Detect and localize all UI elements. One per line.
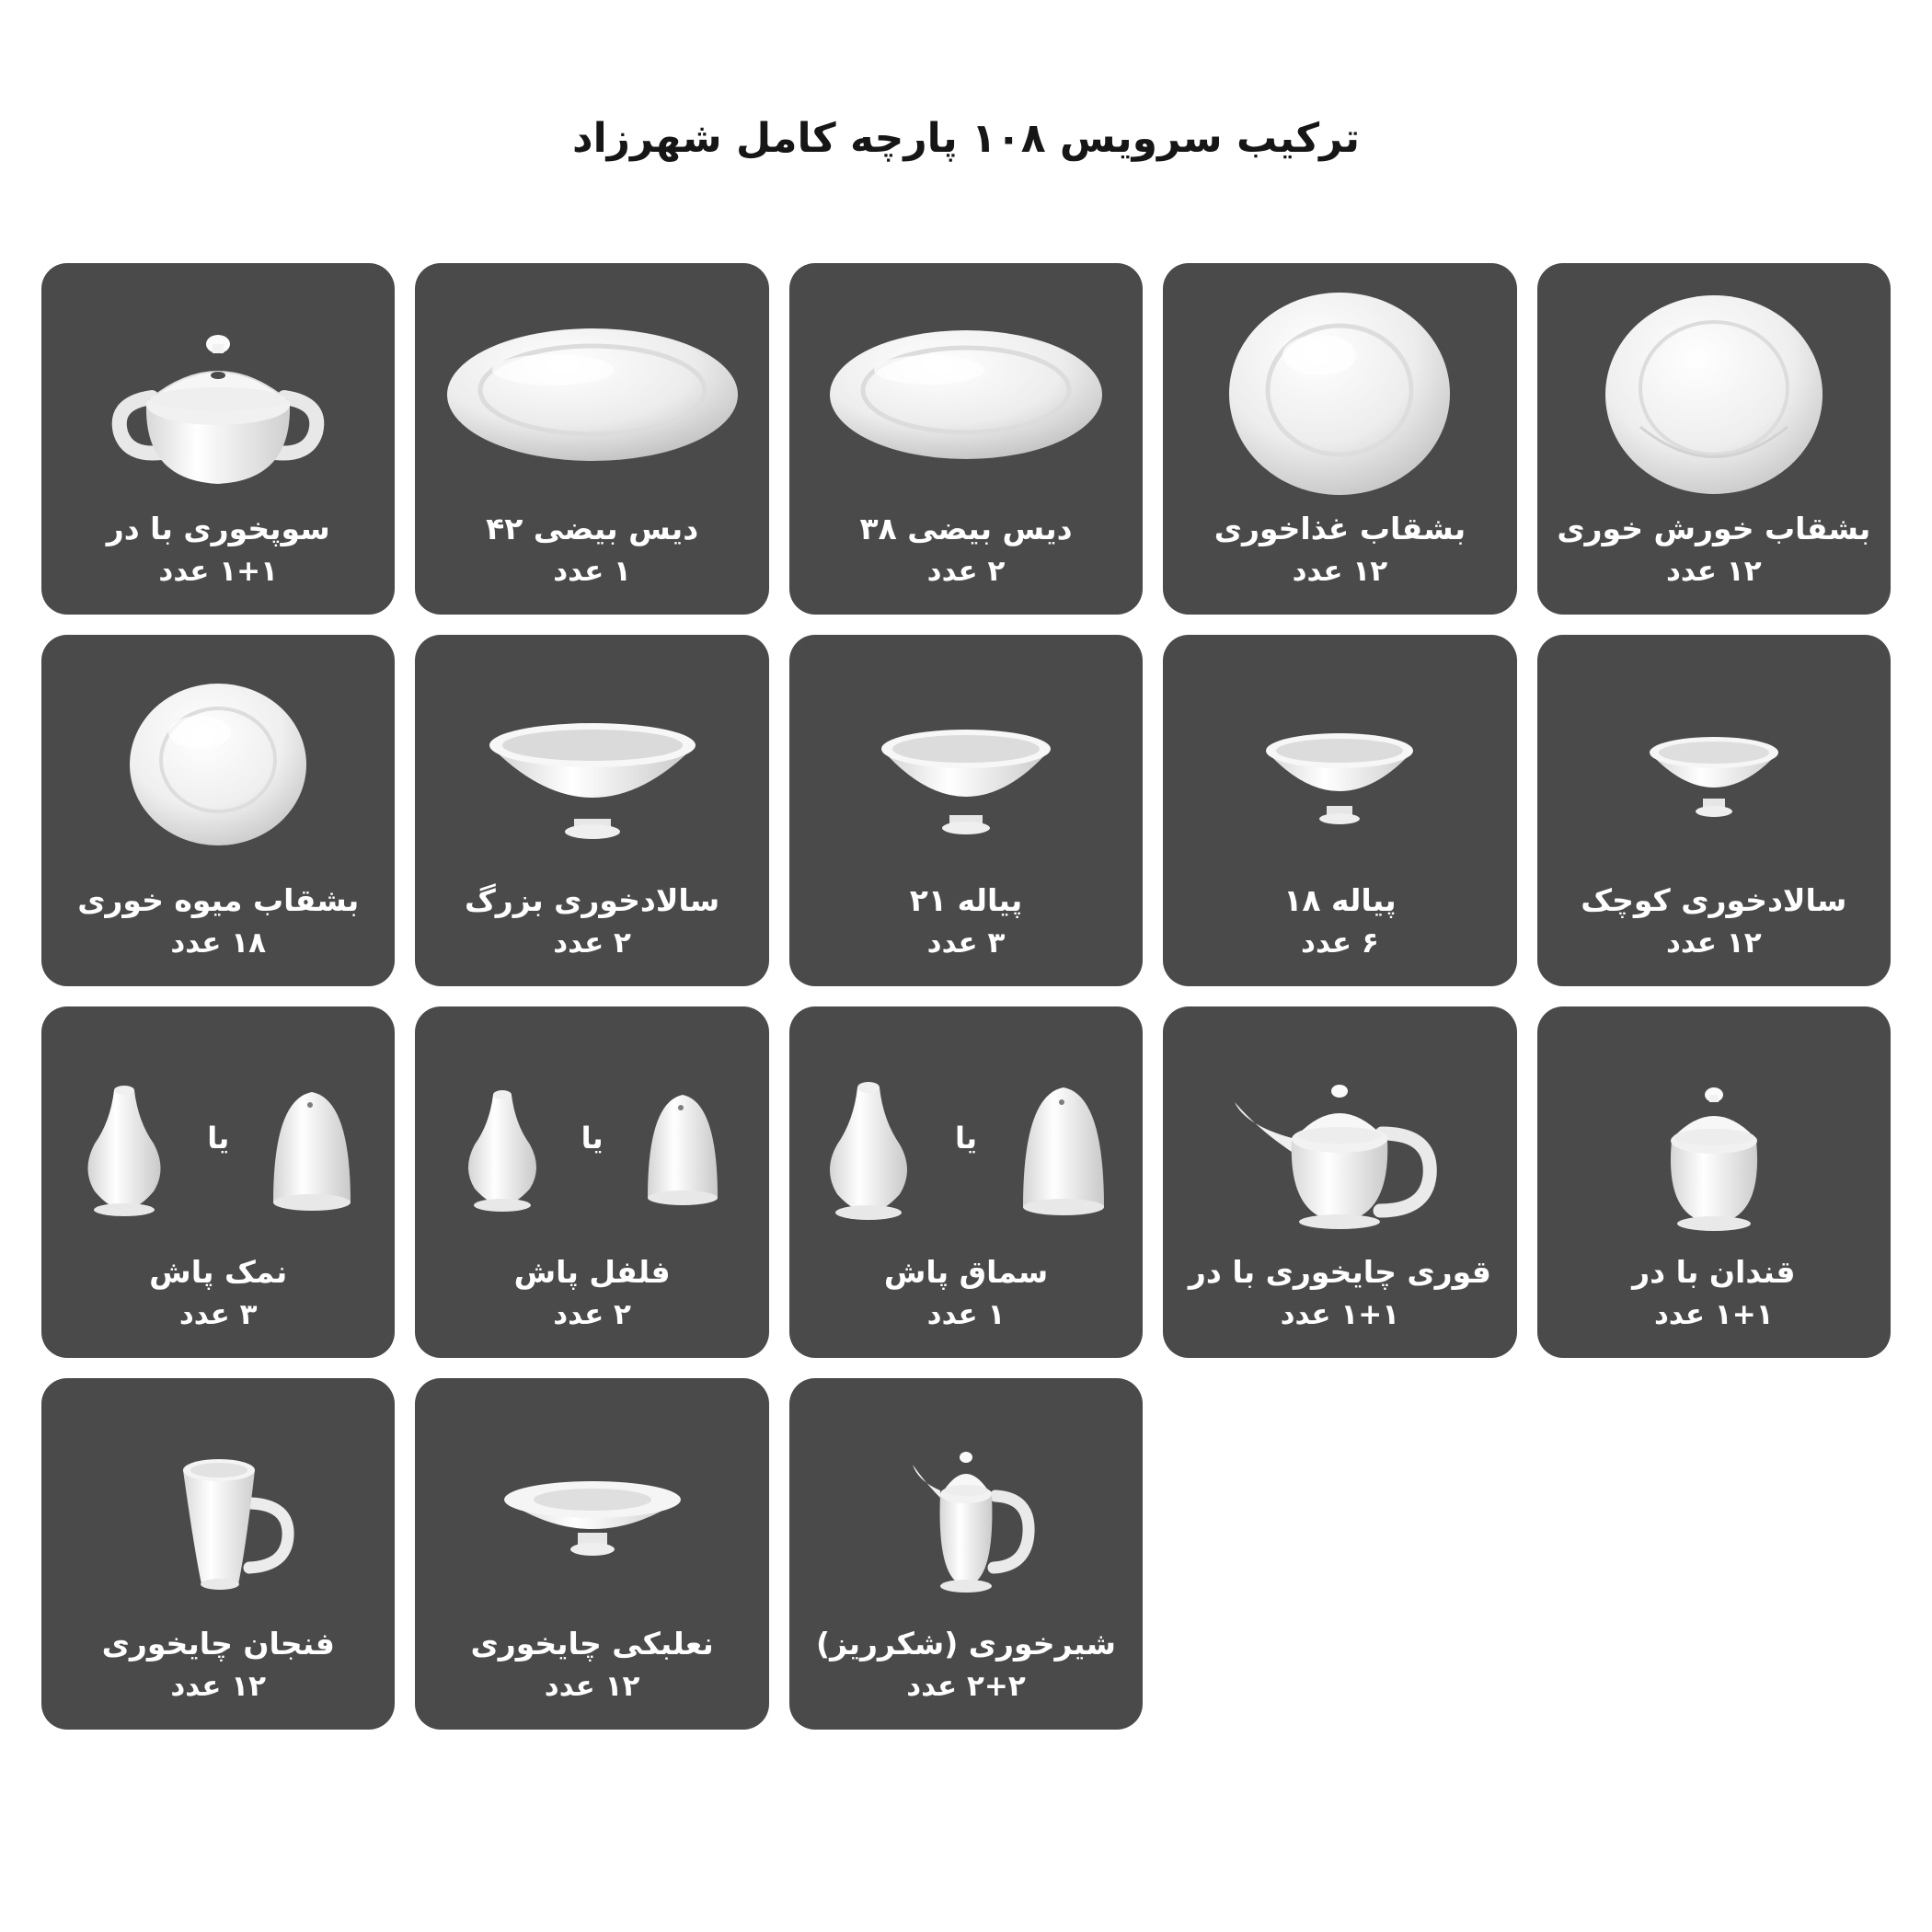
item-label: شیرخوری (شکرریز) (816, 1626, 1116, 1662)
or-label: یا (955, 1121, 978, 1156)
shaker-gourd-icon (813, 1051, 924, 1225)
item-label: نمک پاش (149, 1254, 288, 1290)
item-count: ۱۲ عدد (1665, 555, 1762, 589)
grid-spacer (1537, 1378, 1891, 1730)
item-count: ۱+۱ عدد (158, 555, 279, 589)
item-card-oval-platter-38[interactable] (789, 263, 1143, 615)
item-label: بشقاب میوه خوری (77, 882, 360, 918)
sugar-bowl-icon (1550, 1023, 1878, 1253)
item-label: نعلبکی چایخوری (470, 1626, 714, 1662)
item-count: ۱۲ عدد (170, 1670, 267, 1704)
item-card-bowl-21[interactable] (789, 635, 1143, 986)
shaker-dome-icon (260, 1055, 363, 1221)
item-card-bowl-18[interactable] (1163, 635, 1516, 986)
item-count: ۱۸ عدد (170, 926, 267, 960)
item-label: سالادخوری کوچک (1581, 882, 1847, 918)
item-card-tea-saucer[interactable] (415, 1378, 768, 1730)
item-count: ۱ عدد (926, 1298, 1006, 1332)
item-label: فنجان چایخوری (101, 1626, 335, 1662)
page-title: ترکیب سرویس ۱۰۸ پارچه کامل شهرزاد (572, 115, 1360, 162)
item-count: ۲ عدد (553, 926, 631, 960)
or-label: یا (581, 1121, 604, 1156)
item-card-pepper-shaker-pair[interactable] (415, 1006, 768, 1358)
soup-tureen-icon (54, 280, 382, 510)
item-card-teapot[interactable] (1163, 1006, 1516, 1358)
shallow-plate-icon (1550, 280, 1878, 510)
grid-spacer (1163, 1378, 1516, 1730)
item-count: ۲+۲ عدد (906, 1670, 1026, 1704)
item-card-dinner-plate[interactable] (1163, 263, 1516, 615)
shaker-gourd-icon (73, 1055, 176, 1221)
small-salad-bowl-icon (1550, 651, 1878, 881)
item-count: ۱۲ عدد (544, 1670, 640, 1704)
item-count: ۶ عدد (1301, 926, 1379, 960)
item-count: ۲ عدد (553, 1298, 631, 1332)
tea-cup-icon (54, 1395, 382, 1625)
tea-saucer-icon (428, 1395, 755, 1625)
item-label: سماق پاش (883, 1254, 1049, 1290)
item-card-fruit-plate[interactable] (41, 635, 395, 986)
pepper-shaker-pair-icon (428, 1023, 755, 1253)
item-count: ۳ عدد (178, 1298, 258, 1332)
shaker-gourd-icon (454, 1060, 550, 1216)
item-label: پیاله ۲۱ (909, 882, 1023, 918)
bowl-21-icon (802, 651, 1130, 881)
oval-platter-38-icon (802, 280, 1130, 510)
item-label: قوری چایخوری با در (1188, 1254, 1491, 1290)
dinner-plate-icon (1176, 280, 1503, 510)
item-card-sumac-shaker-pair[interactable] (789, 1006, 1143, 1358)
item-count: ۱+۱ عدد (1654, 1298, 1774, 1332)
item-card-creamer[interactable] (789, 1378, 1143, 1730)
item-label: دیس بیضی ۴۲ (486, 511, 699, 546)
item-card-oval-platter-42[interactable] (415, 263, 768, 615)
item-card-soup-tureen[interactable] (41, 263, 395, 615)
item-count: ۳ عدد (926, 926, 1006, 960)
item-label: قندان با در (1632, 1254, 1796, 1290)
item-label: بشقاب غذاخوری (1213, 511, 1466, 546)
sumac-shaker-pair-icon (802, 1023, 1130, 1253)
item-label: سوپخوری با در (106, 511, 330, 546)
creamer-icon (802, 1395, 1130, 1625)
item-card-small-salad-bowl[interactable] (1537, 635, 1891, 986)
bowl-18-icon (1176, 651, 1503, 881)
shaker-dome-icon (1008, 1051, 1119, 1225)
item-count: ۱+۱ عدد (1280, 1298, 1400, 1332)
item-label: بشقاب خورش خوری (1557, 511, 1871, 546)
teapot-icon (1176, 1023, 1503, 1253)
item-count: ۱۲ عدد (1292, 555, 1388, 589)
salt-shaker-pair-icon (54, 1023, 382, 1253)
item-card-salt-shaker-pair[interactable] (41, 1006, 395, 1358)
item-label: سالادخوری بزرگ (464, 882, 720, 918)
oval-platter-42-icon (428, 280, 755, 510)
items-grid (41, 263, 1891, 1730)
item-card-large-salad-bowl[interactable] (415, 635, 768, 986)
fruit-plate-icon (54, 651, 382, 881)
shaker-dome-icon (635, 1060, 730, 1216)
large-salad-bowl-icon (428, 651, 755, 881)
item-count: ۱۲ عدد (1665, 926, 1762, 960)
item-count: ۱ عدد (553, 555, 631, 589)
item-card-sugar-bowl[interactable] (1537, 1006, 1891, 1358)
item-label: دیس بیضی ۳۸ (859, 511, 1073, 546)
item-label: پیاله ۱۸ (1283, 882, 1397, 918)
or-label: یا (207, 1121, 230, 1156)
item-card-tea-cup[interactable] (41, 1378, 395, 1730)
item-count: ۲ عدد (926, 555, 1006, 589)
item-card-shallow-plate[interactable] (1537, 263, 1891, 615)
item-label: فلفل پاش (513, 1254, 671, 1290)
